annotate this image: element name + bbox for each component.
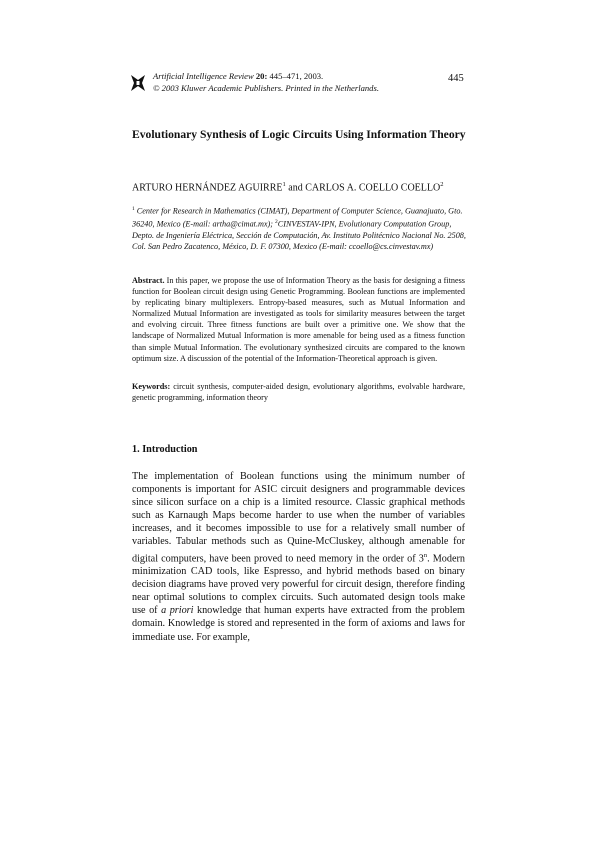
affil-1-sup: 1 — [132, 206, 135, 212]
keywords — [132, 381, 465, 403]
journal-name: Artificial Intelligence Review — [153, 71, 254, 81]
body-text-c: knowledge that human experts have extracted from the problem domain. Knowledge is stored and represented in the form of axioms and laws for immediate use. For example, — [132, 605, 465, 643]
keywords-text: circuit synthesis, computer-aided design, evolutionary algorithms, evolvable hardware, genetic programming, information theory — [132, 382, 465, 403]
author-1-sup: 1 — [282, 181, 286, 188]
journal-header — [153, 70, 379, 94]
body-text-a: The implementation of Boolean functions using the minimum number of components is important for ASIC circuit designers and programmable devices since silicon surface on a chip is a limited resource. Classic graphical methods such as Karnaugh Maps become harder to use when the number of variables increases, and it becomes impossible to use for a relatively small number of variables. Tabular methods such as Quine-McCluskey, although amenable for digital computers, have been proved to need memory in the order of 3 — [132, 471, 465, 564]
keywords-label: Keywords: — [132, 382, 171, 391]
abstract — [132, 275, 465, 364]
affil-2-sup: 2 — [275, 219, 278, 226]
abstract-text: In this paper, we propose the use of Information Theory as the basis for designing a fitness function for Boolean circuit design using Genetic Programming. Boolean functions are implemented by replicating binary multiplexers. Entropy-based measures, such as Mutual Information and Normalized Mutual Information are investigated as tools for similarity measures between the target and evolving circuit. Three fitness functions are built over a primitive one. We show that the landscape of Normalized Mutual Information is more amenable for being used as a fitness function than simple Mutual Information. The evolutionary synthesized circuits are compared to the known optimum size. A discussion of the potential of the Information-Theoretical approach is given. — [132, 276, 465, 363]
journal-citation — [153, 70, 379, 82]
publisher-logo-icon — [130, 72, 146, 94]
body-text-b: . Modern minimization CAD tools, like Espresso, and hybrid methods based on binary decision diagrams have proved very powerful for circuit design, therefore finding near optimal solutions to complex circuits. Such automated design tools make use of — [132, 552, 465, 617]
author-2: CARLOS A. COELLO COELLO — [305, 182, 441, 194]
section-heading: 1. Introduction — [132, 444, 198, 455]
affil-2: CINVESTAV-IPN, Evolutionary Computation Group, Depto. de Ingeniería Eléctrica, Sección de Computación, Av. Instituto Politécnico Nacional No. 2508, Col. San Pedro Zacatenco, México, D. F. 07300, Mexico (E-mail: ccoello@cs.cinvestav.mx) — [132, 219, 466, 252]
author-1: ARTURO HERNÁNDEZ AGUIRRE — [132, 182, 283, 194]
paper-title: Evolutionary Synthesis of Logic Circuits Using Information Theory — [132, 128, 466, 141]
section-body — [132, 470, 465, 644]
italic-phrase: a priori — [161, 605, 194, 617]
journal-volume: 20: — [255, 71, 268, 81]
exponent-n: n — [423, 551, 428, 559]
copyright-line: © 2003 Kluwer Academic Publishers. Printed in the Netherlands. — [153, 83, 379, 93]
author-conjunction: and — [285, 182, 306, 194]
page-number: 445 — [448, 73, 464, 84]
author-2-sup: 2 — [440, 181, 444, 188]
affil-1: Center for Research in Mathematics (CIMAT), Department of Computer Science, Guanajuato, Gto. 36240, Mexico (E-mail: artha@cimat.mx); — [132, 206, 463, 229]
abstract-label: Abstract. — [132, 276, 165, 285]
author-line — [132, 179, 472, 195]
journal-pages-year: 445–471, 2003. — [269, 71, 324, 81]
affiliations — [132, 204, 472, 253]
